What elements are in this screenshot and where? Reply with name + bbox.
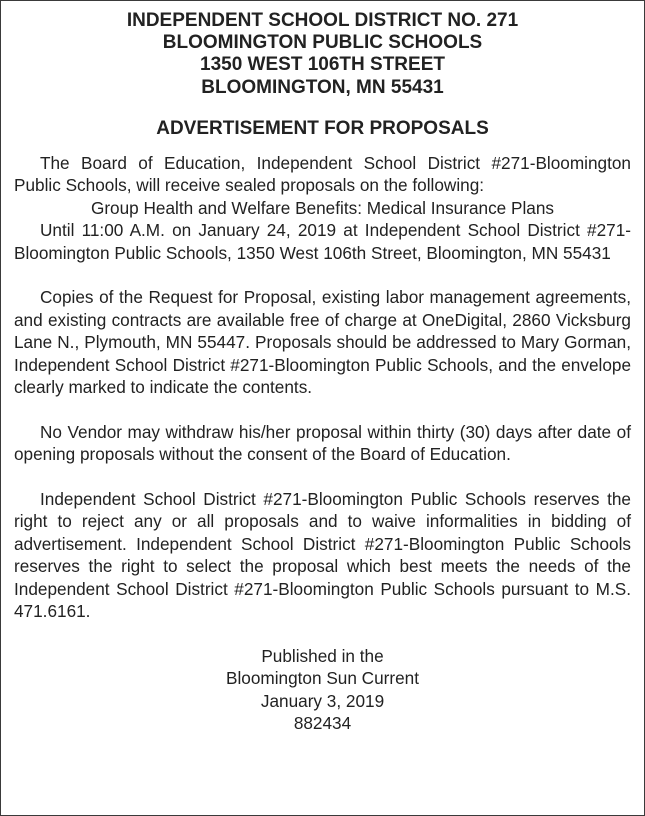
- published-label: Published in the: [261, 645, 384, 666]
- notice-header: [14, 10, 631, 99]
- copies-paragraph: Copies of the Request for Proposal, existing labor management agreements, and existing contracts are available free of charge at OneDigital, 2860 Vicksburg Lane N., Plymouth, MN 55447. Proposals should be addressed to Mary Gorman, Independent School District #271-Bloomington Public Schools, and the envelope clearly marked to indicate the contents.: [14, 287, 631, 398]
- subject-line: Group Health and Welfare Benefits: Medical Insurance Plans: [90, 197, 555, 218]
- notice-title: ADVERTISEMENT FOR PROPOSALS: [156, 117, 489, 139]
- intro-paragraph: The Board of Education, Independent School District #271-Bloomington Public Schools, will receive sealed proposals on the following:: [14, 152, 631, 196]
- deadline-paragraph: Until 11:00 A.M. on January 24, 2019 at Independent School District #271-Bloomington Public Schools, 1350 West 106th Street, Bloomington, MN 55431: [14, 220, 631, 263]
- newspaper-name: Bloomington Sun Current: [226, 668, 419, 689]
- rights-paragraph: Independent School District #271-Bloomington Public Schools reserves the right to reject any or all proposals and to waive informalities in bidding of advertisement. Independent School District #271-Bloomington Public Schools reserves the right to select the proposal which best meets the needs of the Independent School District #271-Bloomington Public Schools pursuant to M.S. 471.6161.: [14, 488, 631, 622]
- publication-date: January 3, 2019: [260, 690, 385, 711]
- header-street: 1350 WEST 106TH STREET: [200, 54, 445, 76]
- withdraw-paragraph: No Vendor may withdraw his/her proposal within thirty (30) days after date of opening proposals without the consent of the Board of Education.: [14, 421, 631, 465]
- notice-id: 882434: [293, 713, 352, 734]
- header-schools: BLOOMINGTON PUBLIC SCHOOLS: [162, 32, 483, 54]
- publication-footer: [14, 645, 631, 735]
- header-city: BLOOMINGTON, MN 55431: [201, 76, 444, 98]
- header-district: INDEPENDENT SCHOOL DISTRICT NO. 271: [126, 10, 519, 31]
